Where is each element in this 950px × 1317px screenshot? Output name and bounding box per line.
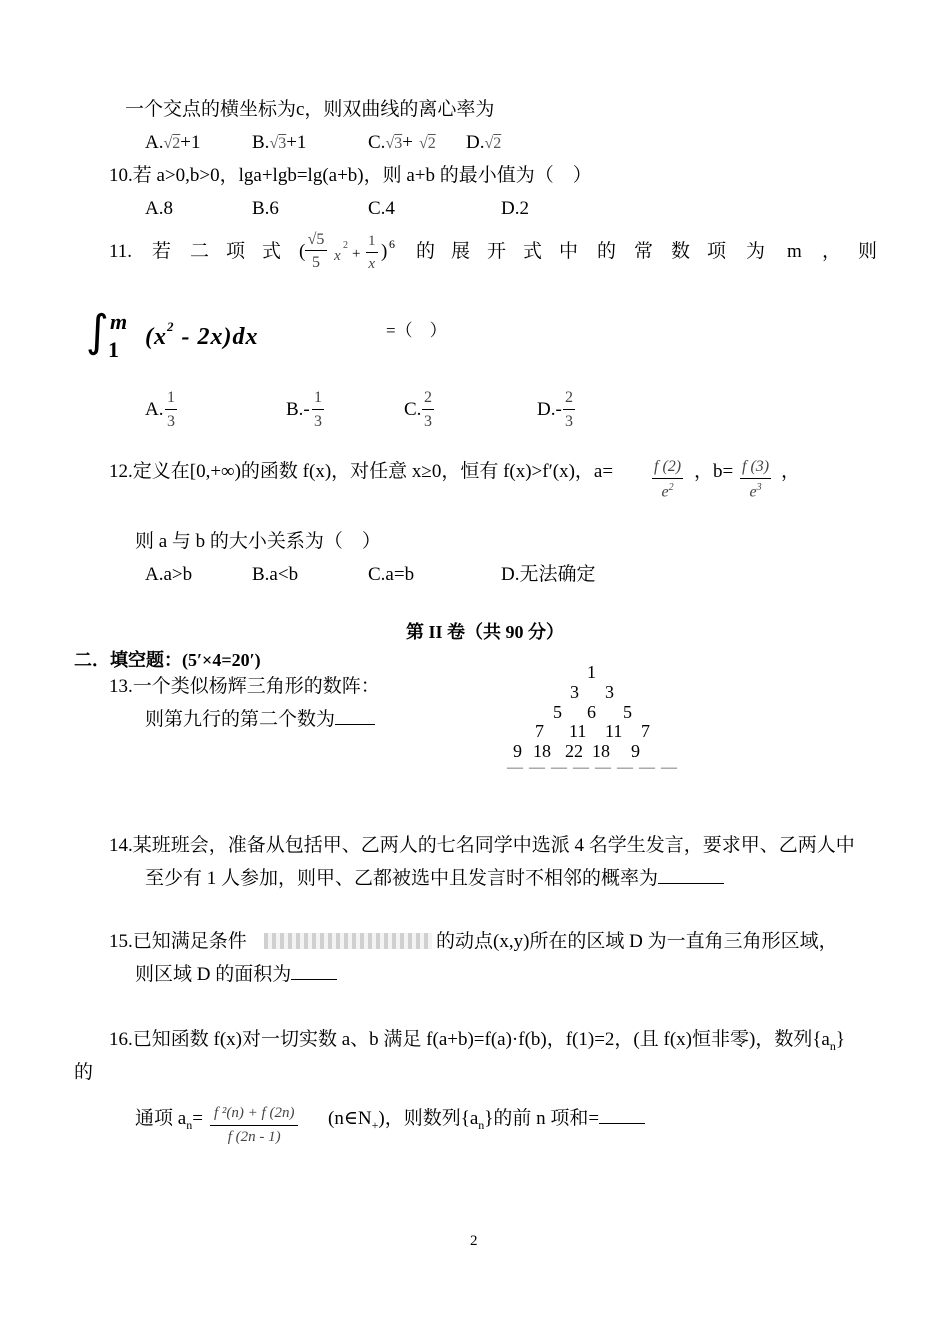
triangle-dashes: — — — — — — — — <box>507 759 678 776</box>
q9-options <box>145 133 200 152</box>
triangle-cell: 7 <box>641 721 650 741</box>
q9-option-d-root: 2 <box>493 135 502 152</box>
q16-frac <box>210 1106 298 1145</box>
q11-option-a-frac <box>165 390 177 430</box>
q9-option-b-label: B. <box>252 132 270 153</box>
q11-paren-close: ) <box>381 241 388 262</box>
q12-b-den-base: e <box>749 483 757 501</box>
triangle-cell: 18 <box>592 741 610 761</box>
q11-integral-upper: m <box>110 309 128 334</box>
q11-word: 式 <box>262 241 282 262</box>
frac-den: 3 <box>424 413 432 430</box>
q11-option-c-label: C. <box>404 399 422 420</box>
q11-tail-word: 常 <box>634 241 654 262</box>
q12-b-frac <box>740 459 771 500</box>
q12-mid: ，b= <box>694 461 734 482</box>
q11-tail-word: m <box>787 241 802 262</box>
q15-post: 的动点(x,y)所在的区域 D 为一直角三角形区域， <box>436 931 838 952</box>
q9-option-c-root2: 2 <box>427 135 436 152</box>
q14-line2 <box>145 869 724 888</box>
q12-end: ， <box>781 461 801 482</box>
triangle-cell: 7 <box>535 721 544 741</box>
q11-option-a-label: A. <box>145 399 164 420</box>
q16-line2-rest <box>328 1109 645 1131</box>
q9-option-a-post: +1 <box>180 132 201 153</box>
q16-eq: = <box>192 1108 203 1129</box>
q10-option-b: B.6 <box>252 198 279 219</box>
q12-a-num: f (2) <box>652 459 683 479</box>
q11-word: 若 <box>152 241 172 262</box>
q12-a-frac <box>652 459 683 500</box>
q12-a-den-exp: 2 <box>668 482 674 493</box>
q9-option-a-root: 2 <box>172 135 181 152</box>
sqrt-icon: √ <box>269 135 279 152</box>
sqrt-icon: √ <box>163 135 173 152</box>
q11-paren-open: ( <box>299 241 306 262</box>
integral-sign-icon: ∫ <box>86 306 109 357</box>
q15-line2-text: 则区域 D 的面积为 <box>135 964 292 985</box>
q11-integrand-start: (x <box>145 324 167 350</box>
triangle-cell: 5 <box>623 702 632 722</box>
answer-blank <box>335 723 375 725</box>
q9-option-a-label: A. <box>145 132 164 153</box>
q12-option-b: B.a<b <box>252 564 299 585</box>
triangle-cell: 9 <box>631 741 640 761</box>
q16-line2-start <box>135 1109 203 1131</box>
q11-x-exp: 2 <box>343 240 348 251</box>
q11-option-d-frac <box>563 390 575 430</box>
triangle-cell: 3 <box>605 682 614 702</box>
frac-num: 1 <box>312 390 324 410</box>
q9-option-c-plus: + <box>402 132 413 153</box>
q11-equals: =（ ） <box>386 321 447 340</box>
q11-option-d-label: D.- <box>537 399 562 420</box>
frac-den: 3 <box>167 413 175 430</box>
q16-end: }的前 n 项和= <box>484 1108 600 1129</box>
q11-tail-word: 数 <box>671 241 691 262</box>
q11-tail-word: 的 <box>416 241 436 262</box>
q9-option-d-label: D. <box>466 132 485 153</box>
q12-option-d: D.无法确定 <box>501 564 596 585</box>
q11-tail-word: 的 <box>597 241 617 262</box>
sqrt-icon: √ <box>418 135 428 152</box>
q9-option-b-root: 3 <box>278 135 287 152</box>
q14-line1: 14.某班班会，准备从包括甲、乙两人的七名同学中选派 4 名学生发言，要求甲、乙两人中 <box>109 835 855 856</box>
q11-inv-den: x <box>368 256 376 272</box>
q11-integrand-exp: 2 <box>167 319 175 334</box>
sqrt-icon: √ <box>385 135 395 152</box>
q11-tail-word: 开 <box>487 241 507 262</box>
q11-integral-lower: 1 <box>108 337 119 362</box>
q11-integrand <box>145 319 259 350</box>
page-number: 2 <box>470 1233 478 1249</box>
q13-line1: 13.一个类似杨辉三角形的数阵： <box>109 676 380 697</box>
q11-tail-word: 则 <box>858 241 878 262</box>
triangle-cell: 11 <box>605 721 623 741</box>
frac-num: 2 <box>563 390 575 410</box>
triangle-cell: 11 <box>569 721 587 741</box>
answer-blank <box>599 1122 645 1124</box>
triangle-cell: 5 <box>553 702 562 722</box>
q16-line1 <box>109 1030 845 1052</box>
q11-number: 11. <box>109 241 133 262</box>
q15-pre: 15.已知满足条件 <box>109 931 247 952</box>
triangle-cell: 9 <box>513 741 522 761</box>
q12-option-a: A.a>b <box>145 564 193 585</box>
section-heading: 二．填空题：(5′×4=20′) <box>74 650 261 670</box>
q11-option-b-frac <box>312 390 324 430</box>
frac-den: 3 <box>565 413 573 430</box>
q16-line1-end: } <box>835 1029 845 1050</box>
q11-frac-num: √5 <box>307 231 325 248</box>
answer-blank <box>658 882 724 884</box>
q9-stem-tail: 一个交点的横坐标为c，则双曲线的离心率为 <box>125 99 495 120</box>
q11-frac-den: 5 <box>312 254 320 271</box>
q16-frac-num: f ²(n) + f (2n) <box>210 1106 298 1126</box>
q12-b-den-exp: 3 <box>756 482 762 493</box>
q11-x: x <box>334 248 341 264</box>
q11-word: 二 <box>190 241 210 262</box>
q11-tail-word: 展 <box>451 241 471 262</box>
q14-line2-text: 至少有 1 人参加，则甲、乙都被选中且发言时不相邻的概率为 <box>145 868 659 889</box>
q16-line1-sub: n <box>829 1038 836 1053</box>
q10-option-c: C.4 <box>368 198 395 219</box>
q16-an-label: 通项 a <box>135 1108 187 1129</box>
q11-tail-word: 项 <box>707 241 727 262</box>
q11-option-b-label: B.- <box>286 399 310 420</box>
triangle-cell: 6 <box>587 702 596 722</box>
answer-blank <box>291 978 337 980</box>
q11-option-c-frac <box>422 390 434 430</box>
q11-tail-word: 式 <box>523 241 543 262</box>
q11-frac-1-over-x <box>366 234 378 272</box>
q11-tail-word: 中 <box>559 241 579 262</box>
triangle-cell: 1 <box>587 662 596 682</box>
q13-line2 <box>145 710 375 729</box>
q11-frac-sqrt5-over-5 <box>305 232 327 271</box>
illegible-condition-image <box>264 933 432 949</box>
q10-stem: 10.若 a>0,b>0，lga+lgb=lg(a+b)，则 a+b 的最小值为（ ） <box>109 165 592 186</box>
triangle-cell: 3 <box>570 682 579 702</box>
q11-inv-num: 1 <box>366 234 378 253</box>
q12-a-den <box>652 479 683 500</box>
frac-num: 1 <box>165 390 177 410</box>
q16-line1-wrap: 的 <box>74 1062 94 1083</box>
q12-line2: 则 a 与 b 的大小关系为（ ） <box>135 531 381 552</box>
q11-power: 6 <box>389 237 395 251</box>
q16-an-sub: n <box>186 1117 193 1132</box>
q9-option-c-root1: 3 <box>394 135 403 152</box>
q9-option-b <box>252 133 306 152</box>
triangle-cell: 18 <box>533 741 551 761</box>
q10-option-d: D.2 <box>501 198 529 219</box>
q12-b-den <box>740 479 771 500</box>
q11-word: 项 <box>226 241 246 262</box>
q13-line2-text: 则第九行的第二个数为 <box>145 709 336 730</box>
q12-a-den-base: e <box>661 483 669 501</box>
q12-option-c: C.a=b <box>368 564 415 585</box>
q12-b-num: f (3) <box>740 459 771 479</box>
sqrt-icon: √ <box>484 135 494 152</box>
section-title: 第 II 卷（共 90 分） <box>406 622 565 642</box>
q15-line2 <box>135 965 337 984</box>
q16-line1-text: 16.已知函数 f(x)对一切实数 a、b 满足 f(a+b)=f(a)·f(b)，f(1)=2，(且 f(x)恒非零)，数列{a <box>109 1029 830 1050</box>
triangle-cell: 22 <box>565 741 583 761</box>
q11-plus: + <box>352 246 361 262</box>
q11-tail-word: ， <box>822 241 842 262</box>
q16-an-sub2: n <box>478 1117 485 1132</box>
q11-integrand-rest: - 2x)dx <box>174 324 259 350</box>
q12-stem: 12.定义在[0,+∞)的函数 f(x)，对任意 x≥0，恒有 f(x)>f′(x)，a= <box>109 461 614 482</box>
q9-option-d <box>466 133 501 152</box>
q16-domain-sub: + <box>371 1117 379 1132</box>
q9-option-c-label: C. <box>368 132 386 153</box>
q9-option-c <box>368 133 436 152</box>
q16-frac-den: f (2n - 1) <box>227 1129 281 1145</box>
q11-tail-word: 为 <box>746 241 766 262</box>
frac-den: 3 <box>314 413 322 430</box>
q10-option-a: A.8 <box>145 198 173 219</box>
q16-domain: (n∈N <box>328 1108 372 1129</box>
frac-num: 2 <box>422 390 434 410</box>
q16-post: )，则数列{a <box>378 1108 479 1129</box>
q9-option-b-post: +1 <box>286 132 307 153</box>
